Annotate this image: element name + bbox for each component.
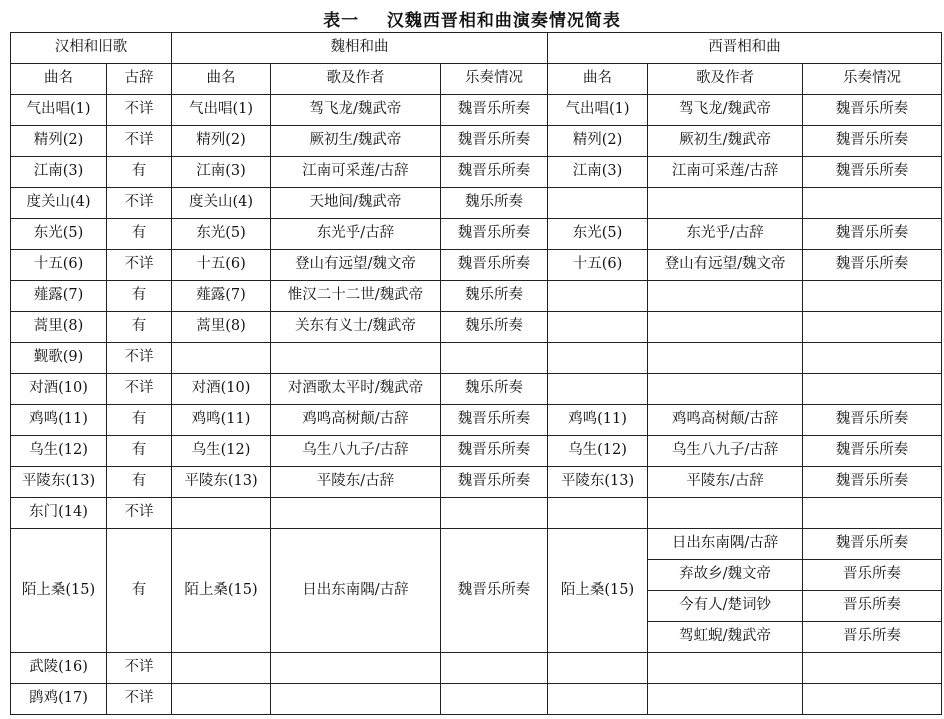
jin-song-name-cell: 十五(6) — [548, 250, 648, 281]
jin-song-author-cell — [648, 653, 803, 684]
table-row — [11, 219, 942, 250]
jin-performance-cell: 晋乐所奏 — [803, 591, 942, 622]
col-header-wei-name: 曲名 — [172, 64, 271, 95]
wei-song-author-cell: 厥初生/魏武帝 — [271, 126, 441, 157]
han-guci-cell: 有 — [107, 219, 172, 250]
jin-song-author-cell: 驾虹蜺/魏武帝 — [648, 622, 803, 653]
col-header-jin-name: 曲名 — [548, 64, 648, 95]
wei-performance-cell — [441, 684, 548, 715]
jin-performance-cell — [803, 343, 942, 374]
jin-song-name-cell — [548, 684, 648, 715]
jin-song-author-cell: 驾飞龙/魏武帝 — [648, 95, 803, 126]
wei-song-name-cell — [172, 684, 271, 715]
jin-performance-cell — [803, 653, 942, 684]
jin-performance-cell: 魏晋乐所奏 — [803, 126, 942, 157]
wei-performance-cell: 魏晋乐所奏 — [441, 436, 548, 467]
han-song-name-cell: 对酒(10) — [11, 374, 107, 405]
jin-song-author-cell — [648, 374, 803, 405]
han-song-name-cell: 乌生(12) — [11, 436, 107, 467]
jin-song-name-cell: 精列(2) — [548, 126, 648, 157]
jin-song-name-cell — [548, 374, 648, 405]
han-guci-cell: 有 — [107, 529, 172, 653]
table-row — [11, 467, 942, 498]
han-guci-cell: 不详 — [107, 374, 172, 405]
jin-song-name-cell — [548, 281, 648, 312]
jin-song-author-cell — [648, 684, 803, 715]
wei-song-author-cell — [271, 343, 441, 374]
col-header-han-guci: 古辞 — [107, 64, 172, 95]
jin-song-author-cell — [648, 188, 803, 219]
wei-song-name-cell: 气出唱(1) — [172, 95, 271, 126]
jin-song-name-cell: 气出唱(1) — [548, 95, 648, 126]
wei-song-name-cell — [172, 653, 271, 684]
jin-performance-cell: 魏晋乐所奏 — [803, 467, 942, 498]
jin-performance-cell: 魏晋乐所奏 — [803, 95, 942, 126]
jin-performance-cell: 魏晋乐所奏 — [803, 219, 942, 250]
wei-performance-cell: 魏乐所奏 — [441, 281, 548, 312]
table-row — [11, 250, 942, 281]
table-title: 表一 汉魏西晋相和曲演奏情况简表 — [323, 11, 621, 31]
table-row — [11, 157, 942, 188]
wei-song-name-cell — [172, 498, 271, 529]
group-header-han: 汉相和旧歌 — [11, 33, 172, 64]
jin-song-name-cell — [548, 188, 648, 219]
jin-performance-cell: 魏晋乐所奏 — [803, 405, 942, 436]
han-guci-cell: 不详 — [107, 188, 172, 219]
han-guci-cell: 不详 — [107, 126, 172, 157]
wei-performance-cell: 魏晋乐所奏 — [441, 157, 548, 188]
han-song-name-cell: 觐歌(9) — [11, 343, 107, 374]
jin-song-name-cell: 陌上桑(15) — [548, 529, 648, 653]
wei-song-author-cell: 鸡鸣高树颠/古辞 — [271, 405, 441, 436]
wei-song-name-cell: 江南(3) — [172, 157, 271, 188]
wei-performance-cell: 魏乐所奏 — [441, 188, 548, 219]
col-header-wei-song: 歌及作者 — [271, 64, 441, 95]
wei-song-author-cell: 驾飞龙/魏武帝 — [271, 95, 441, 126]
wei-song-name-cell: 度关山(4) — [172, 188, 271, 219]
jin-performance-cell — [803, 312, 942, 343]
wei-song-author-cell — [271, 684, 441, 715]
han-song-name-cell: 薤露(7) — [11, 281, 107, 312]
music-performance-table — [10, 32, 942, 715]
jin-song-author-cell: 乌生八九子/古辞 — [648, 436, 803, 467]
wei-performance-cell: 魏晋乐所奏 — [441, 126, 548, 157]
table-row — [11, 188, 942, 219]
wei-song-name-cell: 东光(5) — [172, 219, 271, 250]
han-song-name-cell: 鸡鸣(11) — [11, 405, 107, 436]
wei-song-name-cell: 蒿里(8) — [172, 312, 271, 343]
han-guci-cell: 有 — [107, 281, 172, 312]
wei-song-author-cell: 平陵东/古辞 — [271, 467, 441, 498]
han-guci-cell: 有 — [107, 467, 172, 498]
wei-performance-cell: 魏晋乐所奏 — [441, 529, 548, 653]
jin-performance-cell: 魏晋乐所奏 — [803, 529, 942, 560]
wei-performance-cell — [441, 343, 548, 374]
table-row — [11, 436, 942, 467]
jin-song-author-cell: 鸡鸣高树颠/古辞 — [648, 405, 803, 436]
jin-song-name-cell: 乌生(12) — [548, 436, 648, 467]
jin-song-author-cell: 弃故乡/魏文帝 — [648, 560, 803, 591]
wei-song-author-cell: 乌生八九子/古辞 — [271, 436, 441, 467]
wei-performance-cell: 魏晋乐所奏 — [441, 250, 548, 281]
jin-song-name-cell — [548, 343, 648, 374]
col-header-jin-song: 歌及作者 — [648, 64, 803, 95]
han-guci-cell: 有 — [107, 405, 172, 436]
wei-song-author-cell — [271, 498, 441, 529]
han-guci-cell: 有 — [107, 157, 172, 188]
wei-song-name-cell: 对酒(10) — [172, 374, 271, 405]
jin-performance-cell: 魏晋乐所奏 — [803, 250, 942, 281]
table-row — [11, 95, 942, 126]
jin-performance-cell: 魏晋乐所奏 — [803, 157, 942, 188]
wei-song-name-cell: 乌生(12) — [172, 436, 271, 467]
wei-song-author-cell: 关东有义士/魏武帝 — [271, 312, 441, 343]
han-guci-cell: 不详 — [107, 653, 172, 684]
han-song-name-cell: 江南(3) — [11, 157, 107, 188]
table-row — [11, 374, 942, 405]
jin-song-name-cell — [548, 498, 648, 529]
jin-performance-cell — [803, 281, 942, 312]
wei-song-name-cell: 平陵东(13) — [172, 467, 271, 498]
jin-performance-cell: 魏晋乐所奏 — [803, 436, 942, 467]
jin-song-author-cell: 东光乎/古辞 — [648, 219, 803, 250]
jin-performance-cell — [803, 684, 942, 715]
han-song-name-cell: 东光(5) — [11, 219, 107, 250]
han-guci-cell: 不详 — [107, 343, 172, 374]
table-row — [11, 684, 942, 715]
table-row — [11, 498, 942, 529]
jin-song-name-cell — [548, 653, 648, 684]
wei-song-name-cell — [172, 343, 271, 374]
han-song-name-cell: 陌上桑(15) — [11, 529, 107, 653]
table-row — [11, 343, 942, 374]
wei-song-author-cell: 对酒歌太平时/魏武帝 — [271, 374, 441, 405]
han-song-name-cell: 精列(2) — [11, 126, 107, 157]
jin-song-author-cell — [648, 281, 803, 312]
wei-song-author-cell: 日出东南隅/古辞 — [271, 529, 441, 653]
jin-song-author-cell: 厥初生/魏武帝 — [648, 126, 803, 157]
wei-song-author-cell: 天地间/魏武帝 — [271, 188, 441, 219]
wei-song-name-cell: 鸡鸣(11) — [172, 405, 271, 436]
wei-song-name-cell: 陌上桑(15) — [172, 529, 271, 653]
wei-song-name-cell: 薤露(7) — [172, 281, 271, 312]
jin-performance-cell — [803, 374, 942, 405]
han-guci-cell: 有 — [107, 436, 172, 467]
col-header-wei-perf: 乐奏情况 — [441, 64, 548, 95]
wei-performance-cell: 魏晋乐所奏 — [441, 219, 548, 250]
jin-song-author-cell: 江南可采莲/古辞 — [648, 157, 803, 188]
jin-song-author-cell: 登山有远望/魏文帝 — [648, 250, 803, 281]
jin-song-author-cell: 平陵东/古辞 — [648, 467, 803, 498]
wei-song-name-cell: 十五(6) — [172, 250, 271, 281]
wei-performance-cell — [441, 653, 548, 684]
group-header-wei: 魏相和曲 — [172, 33, 548, 64]
group-header-row — [11, 33, 942, 64]
jin-song-author-cell: 今有人/楚词钞 — [648, 591, 803, 622]
wei-performance-cell: 魏晋乐所奏 — [441, 467, 548, 498]
jin-song-name-cell: 鸡鸣(11) — [548, 405, 648, 436]
han-song-name-cell: 蒿里(8) — [11, 312, 107, 343]
wei-song-name-cell: 精列(2) — [172, 126, 271, 157]
jin-song-name-cell: 平陵东(13) — [548, 467, 648, 498]
wei-song-author-cell — [271, 653, 441, 684]
han-song-name-cell: 十五(6) — [11, 250, 107, 281]
jin-performance-cell: 晋乐所奏 — [803, 622, 942, 653]
jin-song-name-cell — [548, 312, 648, 343]
jin-performance-cell — [803, 188, 942, 219]
han-song-name-cell: 平陵东(13) — [11, 467, 107, 498]
han-song-name-cell: 鹍鸡(17) — [11, 684, 107, 715]
col-header-han-name: 曲名 — [11, 64, 107, 95]
han-song-name-cell: 气出唱(1) — [11, 95, 107, 126]
han-song-name-cell: 武陵(16) — [11, 653, 107, 684]
wei-performance-cell: 魏乐所奏 — [441, 374, 548, 405]
jin-performance-cell — [803, 498, 942, 529]
column-header-row — [11, 64, 942, 95]
jin-song-name-cell: 东光(5) — [548, 219, 648, 250]
jin-song-author-cell — [648, 343, 803, 374]
han-guci-cell: 有 — [107, 312, 172, 343]
wei-song-author-cell: 登山有远望/魏文帝 — [271, 250, 441, 281]
wei-performance-cell: 魏晋乐所奏 — [441, 95, 548, 126]
table-row — [11, 653, 942, 684]
han-guci-cell: 不详 — [107, 498, 172, 529]
group-header-jin: 西晋相和曲 — [548, 33, 942, 64]
han-guci-cell: 不详 — [107, 684, 172, 715]
jin-song-author-cell: 日出东南隅/古辞 — [648, 529, 803, 560]
table-row — [11, 529, 942, 560]
wei-performance-cell: 魏乐所奏 — [441, 312, 548, 343]
jin-song-author-cell — [648, 498, 803, 529]
han-song-name-cell: 东门(14) — [11, 498, 107, 529]
table-row — [11, 281, 942, 312]
wei-song-author-cell: 东光乎/古辞 — [271, 219, 441, 250]
han-song-name-cell: 度关山(4) — [11, 188, 107, 219]
jin-song-name-cell: 江南(3) — [548, 157, 648, 188]
jin-song-author-cell — [648, 312, 803, 343]
table-row — [11, 126, 942, 157]
han-guci-cell: 不详 — [107, 250, 172, 281]
wei-song-author-cell: 江南可采莲/古辞 — [271, 157, 441, 188]
han-guci-cell: 不详 — [107, 95, 172, 126]
wei-song-author-cell: 惟汉二十二世/魏武帝 — [271, 281, 441, 312]
table-row — [11, 312, 942, 343]
wei-performance-cell: 魏晋乐所奏 — [441, 405, 548, 436]
col-header-jin-perf: 乐奏情况 — [803, 64, 942, 95]
table-row — [11, 405, 942, 436]
jin-performance-cell: 晋乐所奏 — [803, 560, 942, 591]
wei-performance-cell — [441, 498, 548, 529]
